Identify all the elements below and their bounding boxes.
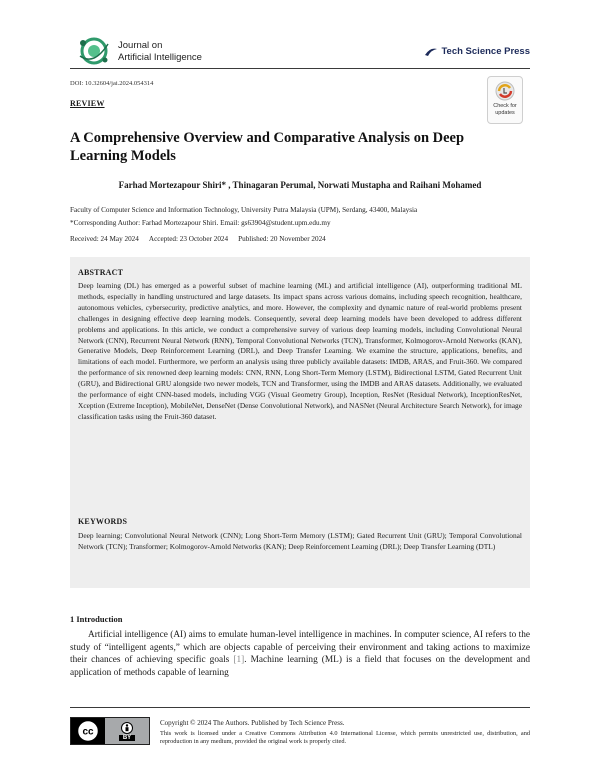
article-type-label: REVIEW [70, 99, 105, 108]
abstract-text: Deep learning (DL) has emerged as a powerful subset of machine learning (ML) and artificial intelligence (AI), outperforming traditional ML methods, especially in handling unstructured and large datasets. Its impact spans across various domains, including speech recognition, healthcare, autonomous vehicles, cybersecurity, predictive analytics, and more. However, the complexity and dynamic nature of real-world problems present challenges in designing effective deep learning models. Consequently, several deep learning models have been developed to address different problems and applications. In this article, we conduct a comprehensive survey of various deep learning models, including Convolutional Neural Network (CNN), Recurrent Neural Network (RNN), Temporal Convolutional Networks (TCN), Transformer, Kolmogorov-Arnold Networks (KAN), Generative Models, Deep Reinforcement Learning (DRL), and Deep Transfer Learning. We examine the structure, applications, benefits, and limitations of each model. Furthermore, we perform an analysis using three publicly available datasets: IMDB, ARAS, and Fruit-360. We compared the performance of six renowned deep learning models: CNN, RNN, Long Short-Term Memory (LSTM), Bidirectional LSTM, Gated Recurrent Unit (GRU), and Bidirectional GRU alongside two newer models, TCN and Transformer, using the IMDB and ARAS datasets. Additionally, we evaluated the performance of eight CNN-based models, including VGG (Visual Geometry Group), Inception, ResNet (Residual Network), InceptionResNet, Xception (Extreme Inception), MobileNet, DenseNet (Dense Convolutional Network), and NASNet (Neural Architecture Search Network), for image classification tasks using the Fruit-360 dataset. [78, 281, 522, 421]
keywords-heading: KEYWORDS [78, 517, 128, 526]
by-label: BY [119, 735, 135, 741]
journal-name-line2: Artificial Intelligence [118, 52, 202, 63]
cc-attribution [105, 722, 149, 741]
introduction-paragraph [70, 629, 530, 680]
article-title: A Comprehensive Overview and Comparative Analysis on Deep Learning Models [70, 130, 465, 164]
published-date: Published: 20 November 2024 [238, 235, 326, 243]
attribution-person-icon [121, 722, 133, 734]
cc-symbol-text: cc [82, 726, 94, 738]
journal-logo-icon [76, 36, 112, 66]
corresponding-author: *Corresponding Author: Farhad Mortezapour Shiri. Email: gs63904@student.upm.edu.my [70, 219, 331, 227]
journal-name [118, 40, 202, 64]
received-date: Received: 24 May 2024 [70, 235, 139, 243]
license-statement: This work is licensed under a Creative Commons Attribution 4.0 International License, which permits unrestricted use, distribution, and reproduction in any medium, provided the original work is properly cited. [160, 730, 530, 746]
abstract-heading: ABSTRACT [78, 268, 124, 277]
doi-link[interactable]: DOI: 10.32604/jai.2024.054314 [70, 80, 154, 87]
cc-by-license-badge[interactable] [70, 717, 150, 745]
section-heading-introduction: 1 Introduction [70, 614, 123, 624]
introduction-text-part2: . Machine learning (ML) is a field that focuses on the development and application of methods capable of learning [70, 655, 530, 679]
journal-name-line1: Journal on [118, 40, 163, 51]
check-updates-label: Check for updates [493, 103, 517, 116]
keywords-text: Deep learning; Convolutional Neural Network (CNN); Long Short-Term Memory (LSTM); Gated Recurrent Unit (GRU); Temporal Convolutional Network (TCN); Transformer; Kolmogorov-Arnold Networks (KAN); Deep Reinforcement Learning (DRL); Deep Transfer Learning (DTL) [78, 531, 522, 551]
author-list: Farhad Mortezapour Shiri* , Thinagaran Perumal, Norwati Mustapha and Raihani Mohamed [118, 180, 482, 190]
publisher-swoosh-icon [424, 47, 438, 57]
check-updates-icon [495, 81, 515, 101]
publisher-logo [424, 46, 530, 57]
publisher-name: Tech Science Press [441, 46, 530, 57]
creative-commons-icon [76, 719, 100, 743]
copyright-notice: Copyright © 2024 The Authors. Published by Tech Science Press. [160, 719, 345, 727]
check-for-updates-button[interactable] [487, 76, 523, 124]
header-divider [70, 68, 530, 69]
affiliation: Faculty of Computer Science and Information Technology, University Putra Malaysia (UPM), Serdang, 43400, Malaysia [70, 206, 418, 214]
footer-divider [70, 707, 530, 708]
cc-logo [71, 718, 105, 744]
accepted-date: Accepted: 23 October 2024 [148, 235, 229, 243]
introduction-text-part1: Artificial intelligence (AI) aims to emulate human-level intelligence in machines. In computer science, AI refers to the study of “intelligent agents,” which are objects capable of perceiving their environment and taking actions to maximize their chances of achieving specific goals [70, 630, 530, 666]
publication-dates [70, 235, 326, 243]
citation-link[interactable]: [1] [233, 655, 245, 666]
